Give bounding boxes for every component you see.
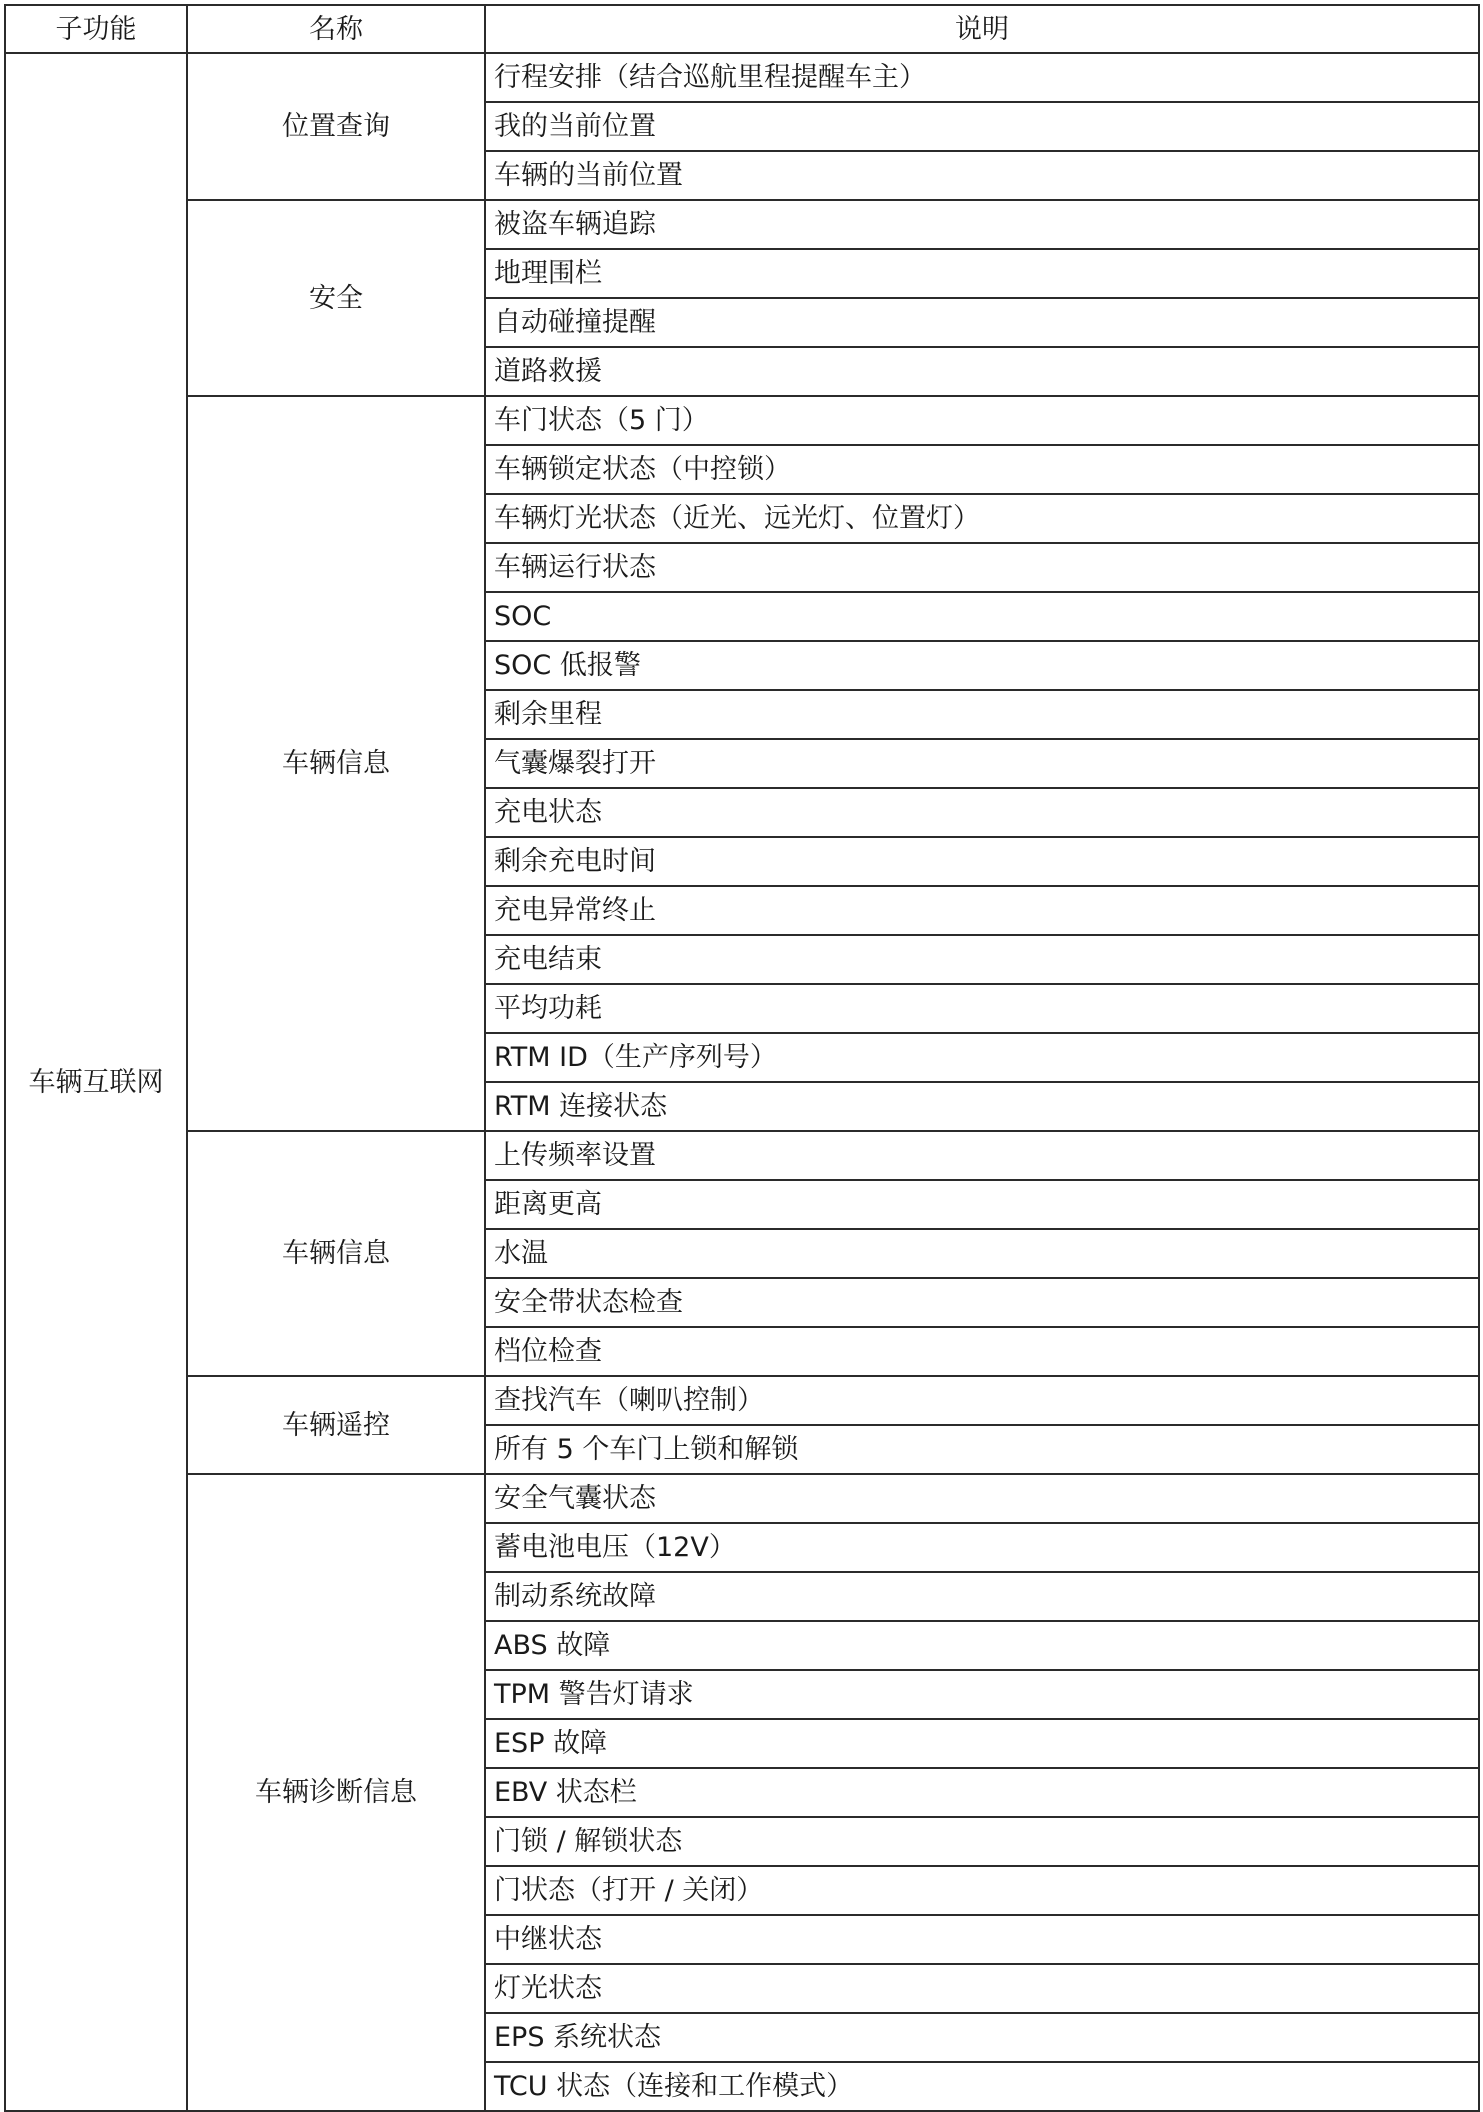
description-cell: 水温 [485,1229,1479,1278]
description-cell: 距离更高 [485,1180,1479,1229]
description-cell: 所有 5 个车门上锁和解锁 [485,1425,1479,1474]
group-name-cell: 车辆信息 [187,1131,485,1376]
description-cell: SOC 低报警 [485,641,1479,690]
description-cell: 被盗车辆追踪 [485,200,1479,249]
description-cell: 查找汽车（喇叭控制） [485,1376,1479,1425]
description-cell: 地理围栏 [485,249,1479,298]
group-name-cell: 车辆信息 [187,396,485,1131]
description-cell: 剩余充电时间 [485,837,1479,886]
description-cell: 充电异常终止 [485,886,1479,935]
header-subfunction: 子功能 [5,5,187,53]
description-cell: TPM 警告灯请求 [485,1670,1479,1719]
header-row [5,5,1479,53]
description-cell: ABS 故障 [485,1621,1479,1670]
description-cell: 气囊爆裂打开 [485,739,1479,788]
description-cell: SOC [485,592,1479,641]
group-name-cell: 安全 [187,200,485,396]
table-row [5,1474,1479,1523]
description-cell: 安全气囊状态 [485,1474,1479,1523]
table-row [5,1131,1479,1180]
group-name-cell: 位置查询 [187,53,485,200]
header-description: 说明 [485,5,1479,53]
description-cell: 剩余里程 [485,690,1479,739]
description-cell: 充电结束 [485,935,1479,984]
description-cell: 车辆的当前位置 [485,151,1479,200]
description-cell: 车辆灯光状态（近光、远光灯、位置灯） [485,494,1479,543]
description-cell: 安全带状态检查 [485,1278,1479,1327]
table-row [5,53,1479,102]
header-name: 名称 [187,5,485,53]
description-cell: RTM ID（生产序列号） [485,1033,1479,1082]
description-cell: 蓄电池电压（12V） [485,1523,1479,1572]
description-cell: 行程安排（结合巡航里程提醒车主） [485,53,1479,102]
description-cell: 中继状态 [485,1915,1479,1964]
description-cell: TCU 状态（连接和工作模式） [485,2062,1479,2111]
description-cell: 道路救援 [485,347,1479,396]
description-cell: 平均功耗 [485,984,1479,1033]
group-name-cell: 车辆遥控 [187,1376,485,1474]
description-cell: 灯光状态 [485,1964,1479,2013]
description-cell: ESP 故障 [485,1719,1479,1768]
description-cell: 档位检查 [485,1327,1479,1376]
description-cell: 自动碰撞提醒 [485,298,1479,347]
description-cell: 充电状态 [485,788,1479,837]
group-name-cell: 车辆诊断信息 [187,1474,485,2111]
description-cell: 我的当前位置 [485,102,1479,151]
table-row [5,396,1479,445]
subfunction-cell: 车辆互联网 [5,53,187,2111]
description-cell: 上传频率设置 [485,1131,1479,1180]
function-table [4,4,1480,2112]
description-cell: EBV 状态栏 [485,1768,1479,1817]
description-cell: 车辆锁定状态（中控锁） [485,445,1479,494]
description-cell: RTM 连接状态 [485,1082,1479,1131]
description-cell: EPS 系统状态 [485,2013,1479,2062]
description-cell: 车门状态（5 门） [485,396,1479,445]
table-row [5,200,1479,249]
description-cell: 制动系统故障 [485,1572,1479,1621]
description-cell: 门状态（打开 / 关闭） [485,1866,1479,1915]
table-row [5,1376,1479,1425]
description-cell: 车辆运行状态 [485,543,1479,592]
description-cell: 门锁 / 解锁状态 [485,1817,1479,1866]
